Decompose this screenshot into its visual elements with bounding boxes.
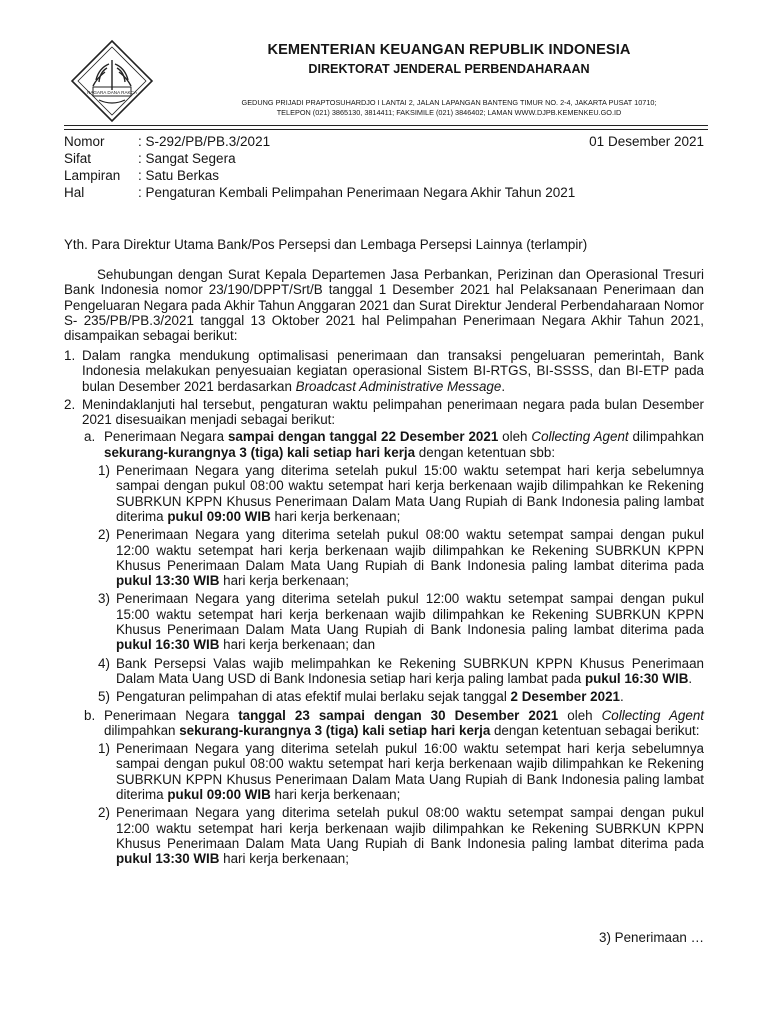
sifat-label: Sifat [64, 151, 92, 166]
sub-b-item-1: 1) Penerimaan Negara yang diterima setelah pukul 16:00 waktu setempat hari kerja sebelumnya sampai dengan pukul 08:00 waktu setempat hari kerja berkenaan wajib dilimpahkan ke Rekening SUBRKUN KPPN Khusus Penerimaan Dalam Mata Uang Rupiah di Bank Indonesia paling lambat diterima pukul 09:00 WIB hari kerja berkenaan; [98, 741, 704, 803]
letterhead [170, 42, 728, 117]
nomor-value: : S-292/PB/PB.3/2021 [138, 134, 271, 149]
ministry-logo [69, 38, 155, 124]
letter-date: 01 Desember 2021 [589, 134, 704, 149]
sub-b-item-2: 2) Penerimaan Negara yang diterima setelah pukul 08:00 waktu setempat sampai dengan pukul 12:00 waktu setempat hari kerja berkenaan wajib dilimpahkan ke Rekening SUBRKUN KPPN Khusus Penerimaan Dalam Mata Uang Rupiah di Bank Indonesia paling lambat diterima pada pukul 13:30 WIB hari kerja berkenaan; [98, 805, 704, 867]
nomor-label: Nomor [64, 134, 105, 149]
hal-label: Hal [64, 185, 85, 200]
sub-a-item-4: 4) Bank Persepsi Valas wajib melimpahkan ke Rekening SUBRKUN KPPN Khusus Penerimaan Dalam Mata Uang USD di Bank Indonesia setiap hari kerja paling lambat pada pukul 16:30 WIB. [98, 655, 704, 686]
sub-a-item-3: 3) Penerimaan Negara yang diterima setelah pukul 12:00 waktu setempat sampai dengan pukul 15:00 waktu setempat hari kerja berkenaan wajib dilimpahkan ke Rekening SUBRKUN KPPN Khusus Penerimaan Dalam Mata Uang Rupiah di Bank Indonesia paling lambat diterima pada pukul 16:30 WIB hari kerja berkenaan; dan [98, 591, 704, 653]
sub-item-b: b. Penerimaan Negara tanggal 23 sampai dengan 30 Desember 2021 oleh Collecting Agent dilimpahkan sekurang-kurangnya 3 (tiga) kali setiap hari kerja dengan ketentuan sebagai berikut: [84, 707, 704, 738]
lampiran-label: Lampiran [64, 168, 121, 183]
addressee: Yth. Para Direktur Utama Bank/Pos Persepsi dan Lembaga Persepsi Lainnya (terlampir) [64, 237, 588, 252]
letterhead-rule-thin [64, 129, 708, 130]
hal-value: : Pengaturan Kembali Pelimpahan Penerimaan Negara Akhir Tahun 2021 [138, 185, 576, 200]
svg-text:NAGARA DANA RAKCA: NAGARA DANA RAKCA [86, 90, 138, 95]
list-item-2: 2. Menindaklanjuti hal tersebut, pengaturan waktu pelimpahan penerimaan negara pada bulan Desember 2021 disesuaikan menjadi sebagai berikut: [64, 396, 704, 428]
ministry-name: KEMENTERIAN KEUANGAN REPUBLIK INDONESIA [267, 42, 631, 58]
sub-a-item-5: 5) Pengaturan pelimpahan di atas efektif mulai berlaku sejak tanggal 2 Desember 2021. [98, 689, 624, 705]
lampiran-value: : Satu Berkas [138, 168, 220, 183]
directorate-name: DIREKTORAT JENDERAL PERBENDAHARAAN [308, 62, 590, 76]
sifat-value: : Sangat Segera [138, 151, 236, 166]
address-line-2: TELEPON (021) 3865130, 3814411; FAKSIMILE (021) 3846402; LAMAN WWW.DJPB.KEMENKEU.GO.ID [276, 107, 622, 117]
sub-a-item-2: 2) Penerimaan Negara yang diterima setelah pukul 08:00 waktu setempat sampai dengan pukul 12:00 waktu setempat hari kerja berkenaan wajib dilimpahkan ke Rekening SUBRKUN KPPN Khusus Penerimaan Dalam Mata Uang Rupiah di Bank Indonesia paling lambat diterima pada pukul 13:30 WIB hari kerja berkenaan; [98, 527, 704, 589]
list-item-1: 1. Dalam rangka mendukung optimalisasi penerimaan dan transaksi pengeluaran pemerintah, Bank Indonesia melakukan penyesuaian kegiatan operasional Sistem BI-RTGS, BI-SSSS, dan BI-ETP pada bulan Desember 2021 berdasarkan Broadcast Administrative Message. [64, 348, 704, 394]
numbered-list [64, 348, 704, 867]
letter-meta [64, 133, 704, 201]
intro-paragraph: Sehubungan dengan Surat Kepala Departemen Jasa Perbankan, Perizinan dan Operasional Tresuri Bank Indonesia nomor 23/190/DPPT/Srt/B tanggal 1 Desember 2021 hal Pelaksanaan Penerimaan dan Pengeluaran Negara pada Akhir Tahun Anggaran 2021 dan Surat Direktur Jenderal Perbendaharaan Nomor S- 235/PB/PB.3/2021 tanggal 13 Oktober 2021 hal Pelimpahan Penerimaan Negara Akhir Tahun 2021, disampaikan sebagai berikut: [64, 267, 704, 344]
continuation-marker: 3) Penerimaan … [599, 930, 704, 945]
address-line-1: GEDUNG PRIJADI PRAPTOSUHARDJO I LANTAI 2, JALAN LAPANGAN BANTENG TIMUR NO. 2-4, JAKARTA PUSAT 10710; [241, 98, 657, 107]
sub-a-item-1: 1) Penerimaan Negara yang diterima setelah pukul 15:00 waktu setempat hari kerja sebelumnya sampai dengan pukul 08:00 waktu setempat hari kerja berkenaan wajib dilimpahkan ke Rekening SUBRKUN KPPN Khusus Penerimaan Dalam Mata Uang Rupiah di Bank Indonesia paling lambat diterima pukul 09:00 WIB hari kerja berkenaan; [98, 463, 704, 524]
sub-item-a: a. Penerimaan Negara sampai dengan tanggal 22 Desember 2021 oleh Collecting Agent dilimpahkan sekurang-kurangnya 3 (tiga) kali setiap hari kerja dengan ketentuan sbb: [84, 429, 704, 460]
letterhead-rule-thick [64, 125, 708, 126]
